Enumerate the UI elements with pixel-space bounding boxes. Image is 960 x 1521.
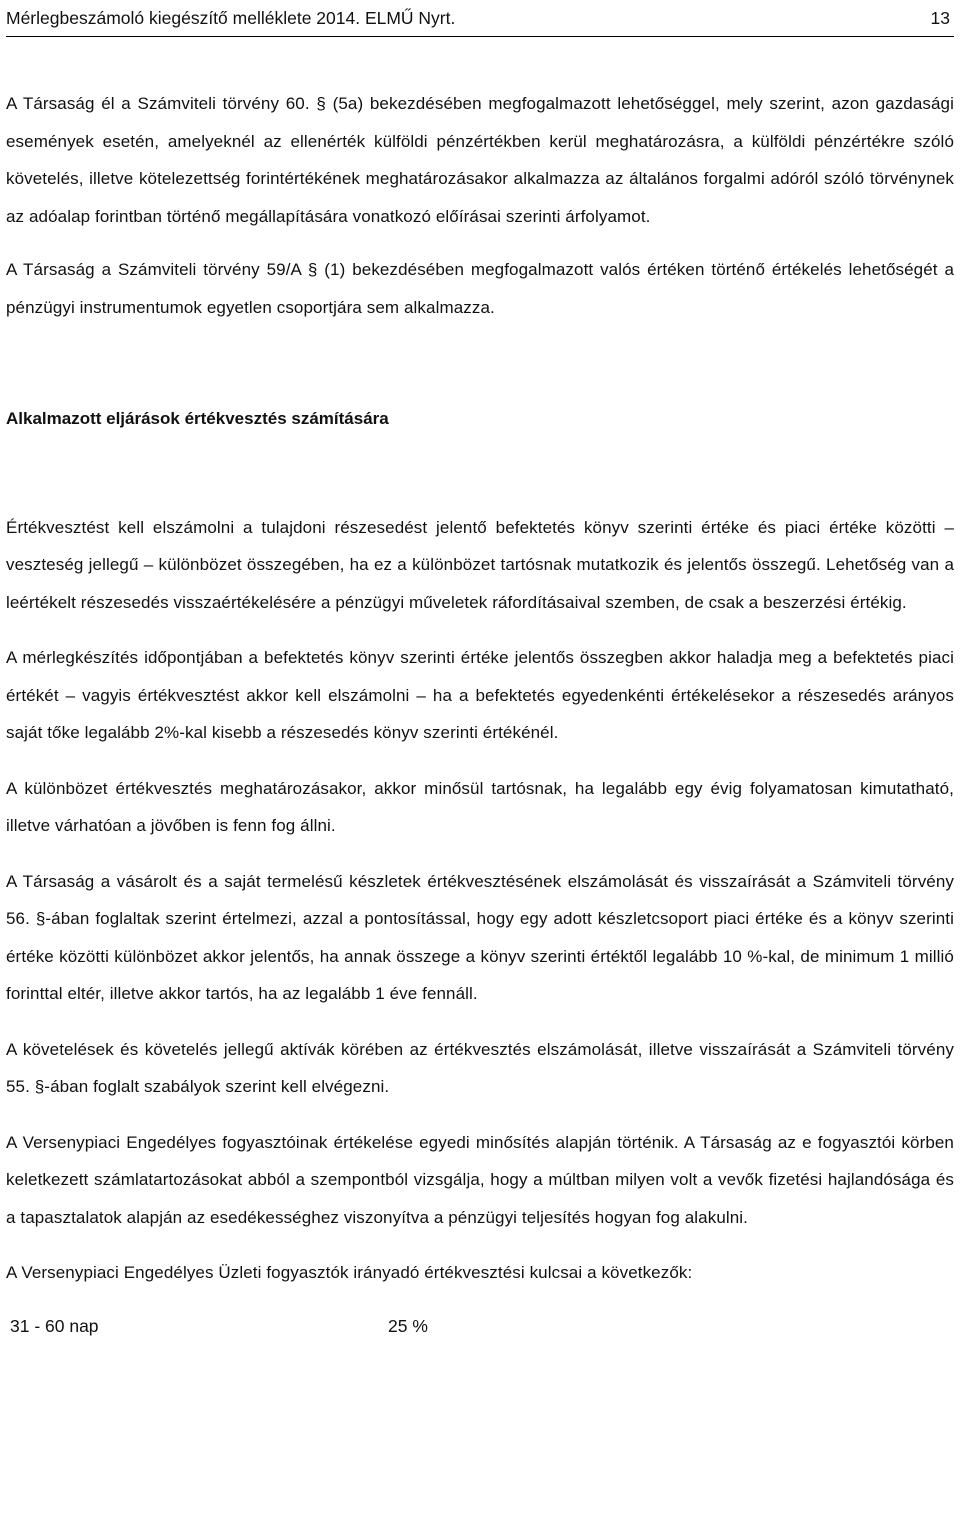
rate-value: 25 % bbox=[388, 1315, 428, 1336]
page-header bbox=[6, 0, 954, 37]
paragraph: A Versenypiaci Engedélyes Üzleti fogyasztók irányadó értékvesztési kulcsai a következők: bbox=[6, 1263, 693, 1282]
paragraph: A mérlegkészítés időpontjában a befektetés könyv szerinti értéke jelentős összegben akkor haladja meg a befektetés piaci értékét – vagyis értékvesztést akkor kell elszámolni – ha a befektetés egyedenkénti értékelésekor a részesedés arányos saját tőke legalább 2%-kal kisebb a részesedés könyv szerinti értékénél. bbox=[6, 648, 954, 742]
paragraph: A Társaság a Számviteli törvény 59/A § (1) bekezdésében megfogalmazott valós értéken történő értékelés lehetőségét a pénzügyi instrumentumok egyetlen csoportjára sem alkalmazza. bbox=[6, 260, 954, 317]
paragraph: A Társaság él a Számviteli törvény 60. § (5a) bekezdésében megfogalmazott lehetőséggel, mely szerint, azon gazdasági események esetén, amelyeknél az ellenérték külföldi pénzértékben kerül meghatározásra, a külföldi pénzértékre szóló követelés, illetve kötelezettség forintértékének meghatározásakor alkalmazza az általános forgalmi adóról szóló törvénynek az adóalap forintban történő megállapítására vonatkozó előírásai szerinti árfolyamot. bbox=[6, 94, 954, 226]
rate-range: 31 - 60 nap bbox=[10, 1315, 99, 1336]
rate-row bbox=[6, 1308, 954, 1346]
paragraph: A Versenypiaci Engedélyes fogyasztóinak értékelése egyedi minősítés alapján történik. A Társaság az e fogyasztói körben keletkezett számlatartozásokat abból a szempontból vizsgálja, hogy a múltban milyen volt a vevők fizetési hajlandósága és a tapasztalatok alapján az esedékességhez viszonyítva a pénzügyi teljesítés hogyan fog alakulni. bbox=[6, 1132, 954, 1227]
paragraph: A Társaság a vásárolt és a saját termelésű készletek értékvesztésének elszámolását és visszaírását a Számviteli törvény 56. §-ában foglaltak szerint értelmezi, azzal a pontosítással, hogy egy adott készletcsoport piaci értéke és a könyv szerinti értéke közötti különbözet akkor jelentős, ha annak összege a könyv szerinti értéktől legalább 10 %-kal, de minimum 1 millió forinttal eltér, illetve akkor tartós, ha az legalább 1 éve fennáll. bbox=[6, 871, 954, 1003]
document-body bbox=[6, 85, 954, 1345]
paragraph: Értékvesztést kell elszámolni a tulajdoni részesedést jelentő befektetés könyv szerinti értéke és piaci értéke közötti – veszteség jellegű – különbözet összegében, ha ez a különbözet tartósnak mutatkozik és jelentős összegű. Lehetőség van a leértékelt részesedés visszaértékelésére a pénzügyi műveletek ráfordításaival szemben, de csak a beszerzési értékig. bbox=[6, 517, 954, 612]
header-title: Mérlegbeszámoló kiegészítő melléklete 2014. ELMŰ Nyrt. bbox=[6, 7, 456, 28]
page-number: 13 bbox=[930, 7, 950, 28]
section-heading: Alkalmazott eljárások értékvesztés számítására bbox=[6, 409, 389, 428]
paragraph: A különbözet értékvesztés meghatározásakor, akkor minősül tartósnak, ha legalább egy évig folyamatosan kimutatható, illetve várhatóan a jövőben is fenn fog állni. bbox=[6, 778, 954, 835]
paragraph: A követelések és követelés jellegű aktívák körében az értékvesztés elszámolását, illetve visszaírását a Számviteli törvény 55. §-ában foglalt szabályok szerint kell elvégezni. bbox=[6, 1039, 954, 1096]
